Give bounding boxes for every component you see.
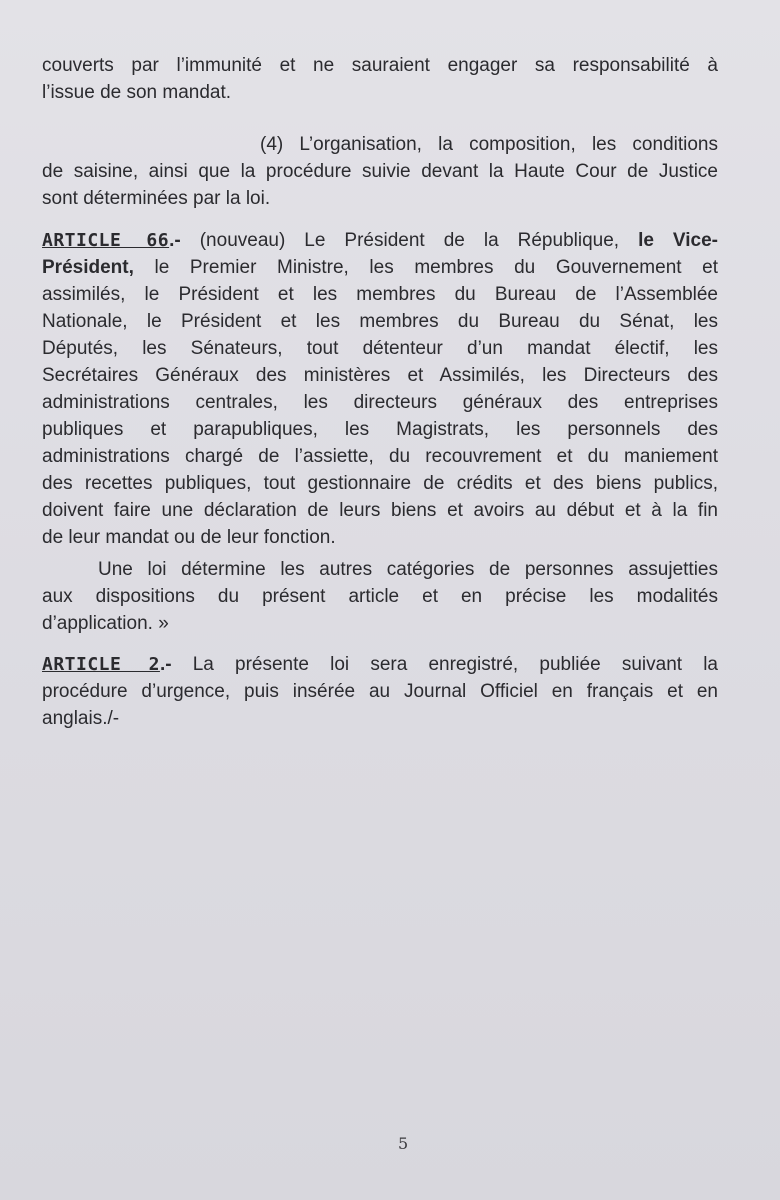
article-66-continuation: le Premier Ministre, les membres du Gouvernement et xyxy=(133,257,718,278)
clause-4-paragraph xyxy=(42,131,718,212)
text-line: d’application. » xyxy=(42,613,169,634)
text-line: couverts par l’immunité et ne sauraient engager sa responsabilité à xyxy=(42,55,718,76)
article-66-label-suffix: .- xyxy=(169,230,181,251)
article-66-first-line xyxy=(42,227,718,254)
article-2-label-suffix: .- xyxy=(159,654,172,675)
article-2-first-line xyxy=(42,651,718,678)
text-line: Secrétaires Généraux des ministères et Assimilés, les Directeurs des xyxy=(42,365,718,386)
text-line: doivent faire une déclaration de leurs biens et avoirs au début et à la fin xyxy=(42,500,718,521)
president-bold: Président, xyxy=(42,257,134,278)
text-line: Nationale, le Président et les membres du Bureau du Sénat, les xyxy=(42,311,718,332)
text-line: (4) L’organisation, la composition, les conditions xyxy=(260,134,718,155)
text-line: l’issue de son mandat. xyxy=(42,82,232,103)
article-2-intro-text: La présente loi sera enregistré, publiée suivant la xyxy=(171,654,718,675)
text-line: administrations centrales, les directeurs généraux des entreprises xyxy=(42,392,718,413)
text-line: administrations chargé de l’assiette, du recouvrement et du maniement xyxy=(42,446,718,467)
vice-president-bold: le Vice- xyxy=(638,230,719,251)
article-66-second-line xyxy=(42,254,718,281)
text-line: publiques et parapubliques, les Magistrats, les personnels des xyxy=(42,419,718,440)
text-line: procédure d’urgence, puis insérée au Journal Officiel en français et en xyxy=(42,681,718,702)
text-line: de leur mandat ou de leur fonction. xyxy=(42,527,336,548)
text-line: aux dispositions du présent article et en précise les modalités xyxy=(42,586,718,607)
text-line: Une loi détermine les autres catégories de personnes assujetties xyxy=(98,559,718,580)
loi-paragraph xyxy=(42,556,718,637)
article-2-paragraph xyxy=(42,651,718,732)
article-66-paragraph xyxy=(42,227,718,551)
article-2-label: ARTICLE 2 xyxy=(42,654,160,675)
text-line: des recettes publiques, tout gestionnaire de crédits et des biens publics, xyxy=(42,473,718,494)
text-line: assimilés, le Président et les membres du Bureau de l’Assemblée xyxy=(42,284,718,305)
intro-paragraph xyxy=(42,52,718,106)
text-line: anglais./- xyxy=(42,708,120,729)
article-66-intro-text: (nouveau) Le Président de la République, xyxy=(180,230,639,251)
text-line: Députés, les Sénateurs, tout détenteur d’un mandat électif, les xyxy=(42,338,718,359)
article-66-label: ARTICLE 66 xyxy=(42,230,170,251)
text-line: sont déterminées par la loi. xyxy=(42,188,271,209)
text-line: de saisine, ainsi que la procédure suivie devant la Haute Cour de Justice xyxy=(42,161,718,182)
page-number: 5 xyxy=(398,1134,409,1153)
